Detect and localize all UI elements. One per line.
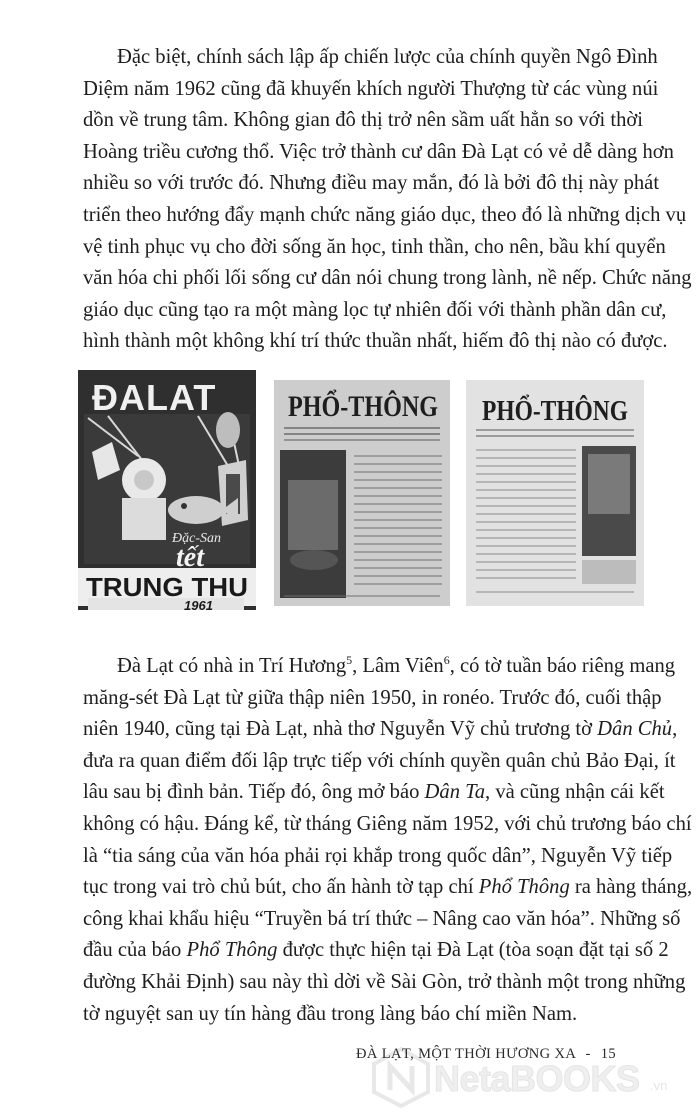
text-line: triển theo hướng đẩy mạnh chức năng giáo dục, theo đó là những dịch vụ: [83, 203, 687, 226]
text-run: ra hàng tháng,: [569, 876, 693, 899]
pho-thong-cover-image-2: [466, 380, 657, 606]
magazine-covers-figure: [78, 370, 657, 613]
text-line: [83, 935, 669, 967]
text-line: [83, 651, 676, 683]
cover3-title: PHỔ-THÔNG: [482, 396, 657, 427]
paragraph-2: [83, 651, 693, 1030]
text-line: Diệm năm 1962 cũng đã khuyến khích người Thượng từ các vùng núi: [83, 77, 659, 100]
cover1-banner: TRUNG THU: [86, 572, 248, 602]
text-run: đầu của báo: [83, 939, 187, 962]
text-line: đưa ra quan điểm đối lập trực tiếp với chính quyền quân chủ Bảo Đại, ít: [83, 749, 676, 772]
text-run: tục trong vai trò chủ bút, cho ấn hành tờ tạp chí: [83, 876, 479, 899]
cover1-title: ĐALAT: [92, 377, 217, 418]
running-title: ĐÀ LẠT, MỘT THỜI HƯƠNG XA: [356, 1046, 576, 1062]
text-line: Hoàng triều cương thổ. Việc trở thành cư dân Đà Lạt có vẻ dễ dàng hơn: [83, 140, 674, 163]
italic-title: Dân Ta: [424, 781, 486, 804]
text-line: tờ nguyệt san uy tín hàng đầu trong làng báo chí miền Nam.: [83, 1002, 578, 1025]
text-line: là “tia sáng của văn hóa phải rọi khắp trong quốc dân”, Nguyễn Vỹ tiếp: [83, 844, 673, 867]
watermark-suffix: .vn: [650, 1078, 668, 1093]
text-line: [83, 777, 665, 809]
cover1-year: 1961: [184, 598, 213, 613]
text-line: nhiều so với trước đó. Nhưng điều may mắn, đó là bởi đô thị này phát: [83, 172, 660, 195]
text-line: công khai khẩu hiệu “Truyền bá trí thức – Nâng cao văn hóa”. Những số: [83, 907, 681, 930]
text-line: [83, 872, 693, 904]
watermark-brand: NetaBOOKS: [434, 1058, 640, 1099]
cover1-subtitle: Đặc-San: [172, 531, 221, 546]
text-line: măng-sét Đà Lạt từ giữa thập niên 1950, in ronéo. Trước đó, cuối thập: [83, 686, 662, 709]
pho-thong-cover-image-1: [274, 380, 475, 606]
cover1-word: tết: [176, 542, 204, 573]
dalat-mid-autumn-cover-image: [78, 370, 256, 613]
text-line: dồn về trung tâm. Không gian đô thị trở nên sầm uất hẳn so với thời: [83, 109, 644, 132]
text-line: Đặc biệt, chính sách lập ấp chiến lược của chính quyền Ngô Đình: [117, 46, 658, 68]
text-run: ,: [672, 718, 678, 741]
text-run: , và cũng nhận cái kết: [485, 781, 665, 804]
footnote-ref-6: 6: [443, 653, 450, 668]
text-run: Đà Lạt có nhà in Trí Hương: [117, 655, 347, 677]
page-footer: [356, 1046, 616, 1063]
text-run: lâu sau bị đình bản. Tiếp đó, ông mở báo: [83, 781, 425, 804]
text-line: đường Khải Định) sau này thì dời về Sài Gòn, trở thành một trong những: [83, 970, 686, 993]
text-run: , có tờ tuần báo riêng mang: [449, 655, 676, 677]
cover2-title: PHỔ-THÔNG: [288, 390, 475, 423]
italic-title: Phổ Thông: [478, 876, 570, 899]
italic-title: Phổ Thông: [186, 939, 278, 962]
footer-separator: -: [585, 1046, 591, 1062]
text-line: văn hóa chi phối lối sống cư dân nói chung trong lành, nề nếp. Chức năng: [83, 267, 692, 290]
text-line: hình thành một không khí trí thức thuần nhất, hiếm đô thị nào có được.: [83, 330, 668, 353]
text-run: niên 1940, cũng tại Đà Lạt, nhà thơ Nguyễn Vỹ chủ trương tờ: [83, 718, 598, 741]
footnote-ref-5: 5: [346, 653, 353, 668]
text-line: giáo dục cũng tạo ra một màng lọc tự nhiên đối với thành phần dân cư,: [83, 298, 667, 321]
text-line: không có hậu. Đáng kể, từ tháng Giêng năm 1952, với chủ trương báo chí: [83, 812, 692, 835]
page-number: 15: [600, 1046, 617, 1062]
italic-title: Dân Chủ: [597, 718, 673, 741]
paragraph-1: [83, 42, 692, 358]
text-run: được thực hiện tại Đà Lạt (tòa soạn đặt tại số 2: [277, 939, 669, 962]
text-run: , Lâm Viên: [352, 655, 444, 677]
text-line: vệ tinh phục vụ cho đời sống ăn học, tinh thần, cho nên, bầu khí quyển: [83, 235, 666, 258]
text-line: [83, 714, 678, 746]
